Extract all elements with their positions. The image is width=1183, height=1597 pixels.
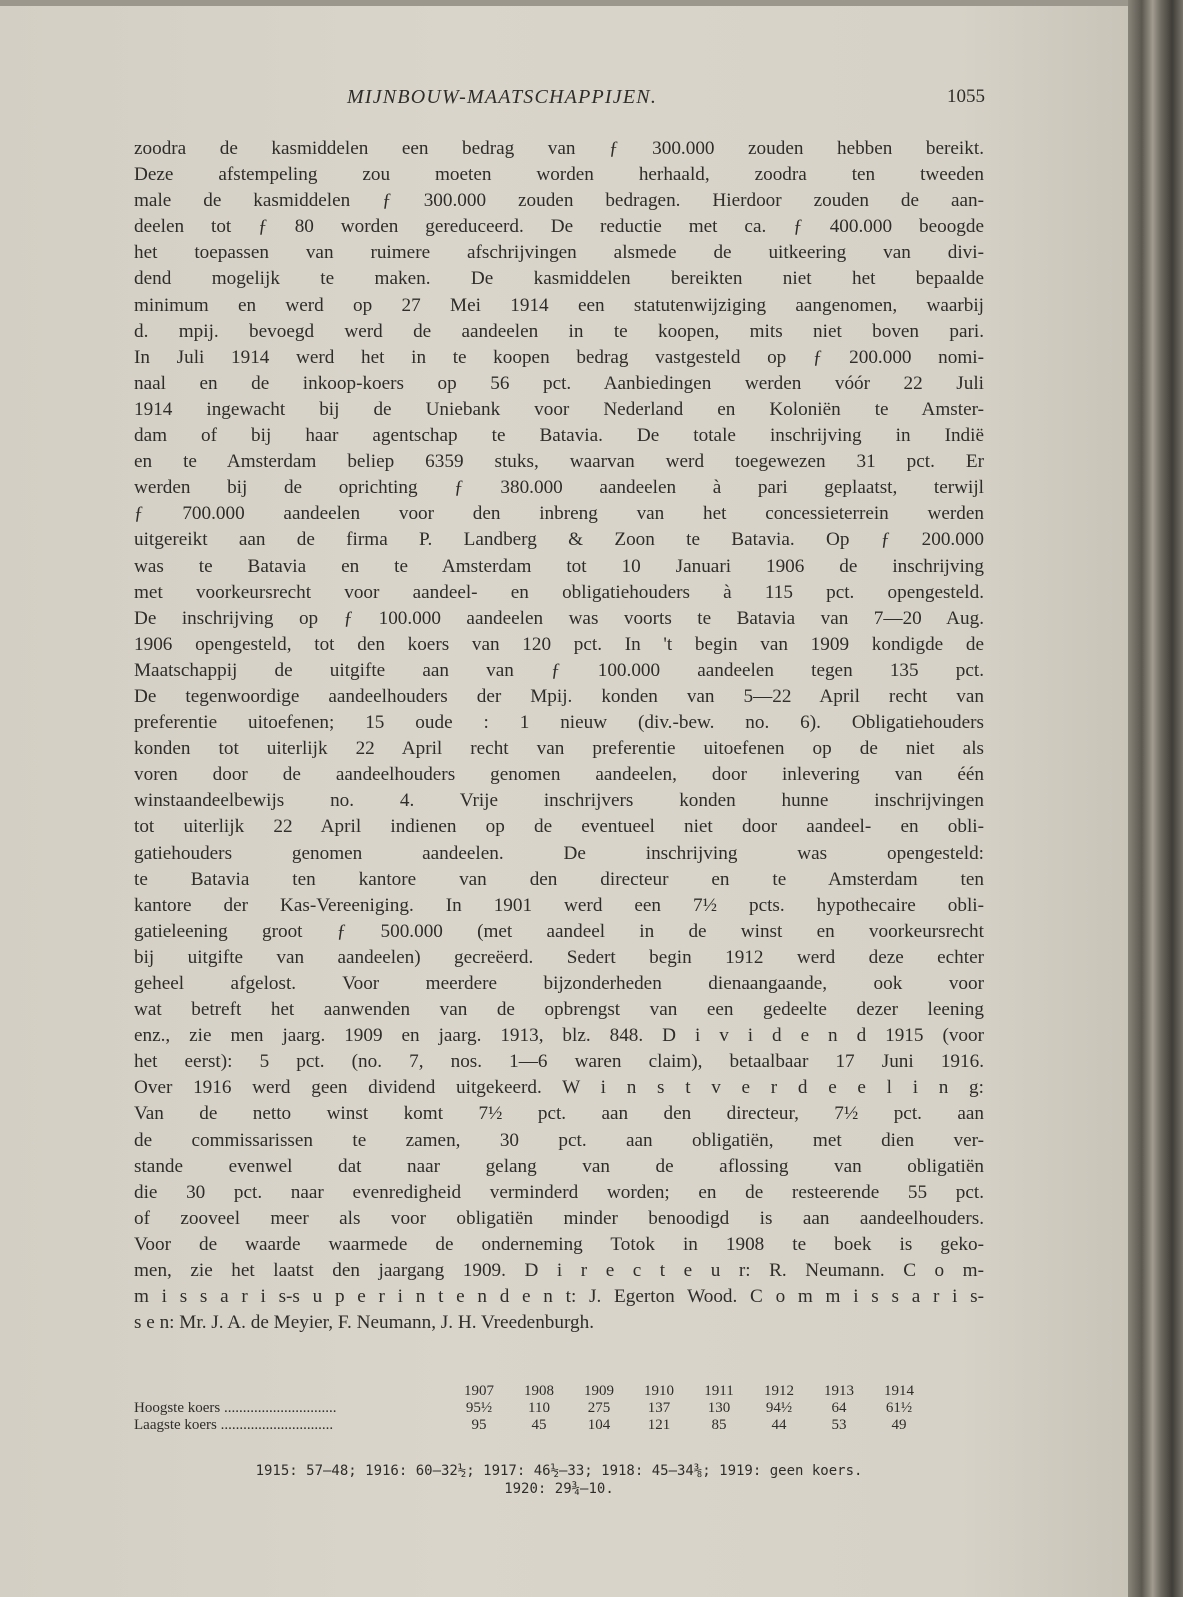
quotes-cell: 137 [647,1400,671,1416]
quotes-cell: 45 [531,1417,547,1433]
quotes-cell: 110 [528,1400,550,1416]
quotes-cell: 130 [707,1400,731,1416]
text-line: en te Amsterdam beliep 6359 stuks, waarvan werd toegewezen 31 pct. Er [134,451,984,473]
year-header: 1911 [704,1383,734,1399]
text-line: 1906 opengesteld, tot den koers van 120 pct. In 't begin van 1909 kondigde de [134,633,984,655]
footnote-line-1: 1915: 57—48; 1916: 60—32½; 1917: 46½—33; 1918: 45—34⅜; 1919: geen koers. [255,1463,863,1479]
text-line: winstaandeelbewijs no. 4. Vrije inschrijvers konden hunne inschrijvingen [134,790,984,812]
year-header: 1914 [884,1383,914,1399]
text-line: m i s s a r i s-s u p e r i n t e n d e n t: J. Egerton Wood. C o m m i s s a r i s- [134,1286,984,1308]
quotes-cell: 61½ [885,1400,913,1416]
year-header: 1908 [524,1383,554,1399]
text-line: d. mpij. bevoegd werd de aandeelen in te koopen, mits niet boven pari. [134,320,984,342]
text-line: 1914 ingewacht bij de Uniebank voor Nederland en Koloniën te Amster- [134,398,984,420]
text-line: kantore der Kas-Vereeniging. In 1901 werd een 7½ pcts. hypothecaire obli- [134,894,984,916]
text-line: te Batavia ten kantore van den directeur en te Amsterdam ten [134,868,984,890]
text-line: met voorkeursrecht voor aandeel- en obligatiehouders à 115 pct. opengesteld. [134,581,984,603]
quotes-cell: 121 [647,1417,671,1433]
quotes-cell: 44 [771,1417,787,1433]
text-line: Deze afstempeling zou moeten worden herhaald, zoodra ten tweeden [134,164,984,186]
text-line: ƒ 700.000 aandeelen voor den inbreng van het concessieterrein werden [134,503,984,525]
footnote-line-2: 1920: 29¾—10. [504,1481,614,1497]
text-line: het toepassen van ruimere afschrijvingen alsmede de uitkeering van divi- [134,242,984,264]
year-header: 1910 [644,1383,674,1399]
text-line: het eerst): 5 pct. (no. 7, nos. 1—6 waren claim), betaalbaar 17 Juni 1916. [134,1051,984,1073]
quotes-cell: 275 [587,1400,611,1416]
text-line: s e n: Mr. J. A. de Meyier, F. Neumann, J. H. Vreedenburgh. [134,1312,594,1334]
text-line: preferentie uitoefenen; 15 oude : 1 nieuw (div.-bew. no. 6). Obligatiehouders [134,712,984,734]
text-line: dend mogelijk te maken. De kasmiddelen bereikten niet het bepaalde [134,268,984,290]
text-line: minimum en werd op 27 Mei 1914 een statutenwijziging aangenomen, waarbij [134,294,984,316]
text-line: tot uiterlijk 22 April indienen op de eventueel niet door aandeel- en obli- [134,816,984,838]
quotes-cell: 104 [587,1417,611,1433]
text-line: of zooveel meer als voor obligatiën minder benoodigd is aan aandeelhouders. [134,1207,984,1229]
text-line: de commissarissen te zamen, 30 pct. aan obligatiën, met dien ver- [134,1129,984,1151]
text-line: deelen tot ƒ 80 worden gereduceerd. De reductie met ca. ƒ 400.000 beoogde [134,216,984,238]
quotes-cell: 64 [831,1400,847,1416]
quotes-cell: 94½ [765,1400,793,1416]
text-line: gatieleening groot ƒ 500.000 (met aandeel in de winst en voorkeursrecht [134,920,984,942]
quotes-row-label: Hoogste koers .............................. [134,1400,337,1416]
quotes-cell: 49 [891,1417,907,1433]
text-line: Van de netto winst komt 7½ pct. aan den directeur, 7½ pct. aan [134,1103,984,1125]
quotes-row [134,1400,984,1417]
page-header [135,86,985,114]
book-binding [1128,0,1183,1597]
text-line: die 30 pct. naar evenredigheid verminderd worden; en de resteerende 55 pct. [134,1181,984,1203]
price-quotes-table [134,1383,984,1434]
year-header: 1907 [464,1383,494,1399]
quotes-row-label: Laagste koers .............................. [134,1417,334,1433]
quotes-cell: 85 [711,1417,727,1433]
text-line: bij uitgifte van aandeelen) gecreëerd. Sedert begin 1912 werd deze echter [134,946,984,968]
page-top-edge [0,0,1128,6]
year-header: 1909 [584,1383,614,1399]
text-line: Maatschappij de uitgifte aan van ƒ 100.000 aandeelen tegen 135 pct. [134,659,984,681]
price-quotes-footnote [134,1462,984,1498]
text-line: enz., zie men jaarg. 1909 en jaarg. 1913, blz. 848. D i v i d e n d 1915 (voor [134,1025,984,1047]
text-line: uitgereikt aan de firma P. Landberg & Zoon te Batavia. Op ƒ 200.000 [134,529,984,551]
quotes-row [134,1417,984,1434]
quotes-cell: 95½ [465,1400,493,1416]
text-line: konden tot uiterlijk 22 April recht van preferentie uitoefenen op de niet als [134,738,984,760]
text-line: gatiehouders genomen aandeelen. De inschrijving was opengesteld: [134,842,984,864]
text-line: In Juli 1914 werd het in te koopen bedrag vastgesteld op ƒ 200.000 nomi- [134,346,984,368]
text-line: werden bij de oprichting ƒ 380.000 aandeelen à pari geplaatst, terwijl [134,477,984,499]
text-line: wat betreft het aanwenden van de opbrengst van een gedeelte dezer leening [134,999,984,1021]
text-line: dam of bij haar agentschap te Batavia. De totale inschrijving in Indië [134,425,984,447]
text-line: Over 1916 werd geen dividend uitgekeerd. W i n s t v e r d e e l i n g: [134,1077,984,1099]
page-number: 1055 [947,86,985,107]
text-line: stande evenwel dat naar gelang van de aflossing van obligatiën [134,1155,984,1177]
text-line: De inschrijving op ƒ 100.000 aandeelen was voorts te Batavia van 7—20 Aug. [134,607,984,629]
text-line: naal en de inkoop-koers op 56 pct. Aanbiedingen werden vóór 22 Juli [134,372,984,394]
text-line: men, zie het laatst den jaargang 1909. D i r e c t e u r: R. Neumann. C o m- [134,1260,984,1282]
text-line: male de kasmiddelen ƒ 300.000 zouden bedragen. Hierdoor zouden de aan- [134,190,984,212]
text-line: zoodra de kasmiddelen een bedrag van ƒ 300.000 zouden hebben bereikt. [134,138,984,159]
text-line: geheel afgelost. Voor meerdere bijzonderheden dienaangaande, ook voor [134,973,984,994]
quotes-header-row [134,1383,984,1400]
body-text [134,136,984,1336]
year-header: 1912 [764,1383,794,1399]
text-line: Voor de waarde waarmede de onderneming Totok in 1908 te boek is geko- [134,1233,984,1255]
text-line: voren door de aandeelhouders genomen aandeelen, door inlevering van één [134,764,984,786]
running-title: MIJNBOUW-MAATSCHAPPIJEN. [347,86,658,108]
quotes-cell: 53 [831,1417,847,1433]
text-line: was te Batavia en te Amsterdam tot 10 Januari 1906 de inschrijving [134,555,984,577]
text-line: De tegenwoordige aandeelhouders der Mpij. konden van 5—22 April recht van [134,685,984,707]
quotes-cell: 95 [471,1417,487,1433]
year-header: 1913 [824,1383,854,1399]
